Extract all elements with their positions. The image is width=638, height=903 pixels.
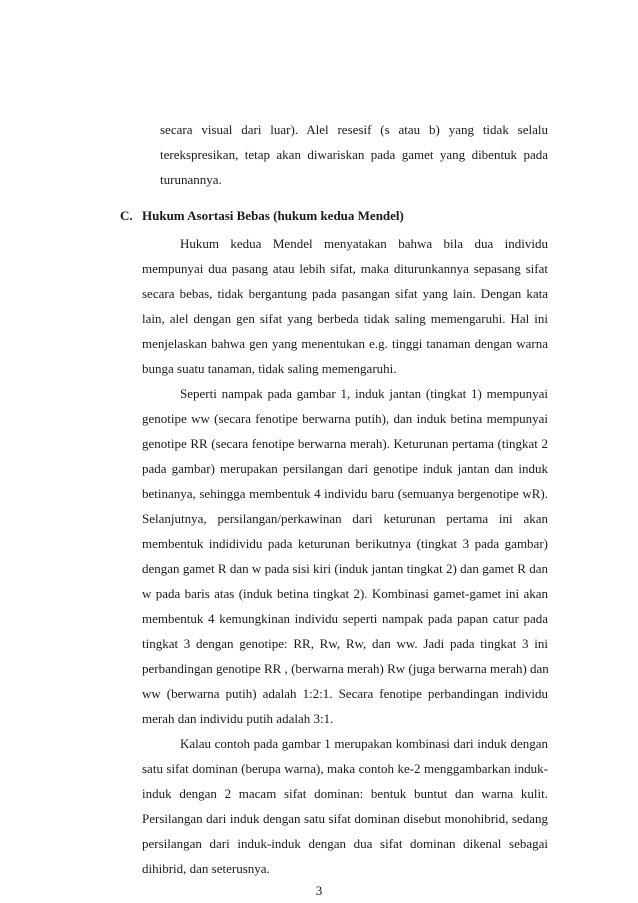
- text-line: mempunyai dua pasang atau lebih sifat, maka diturunkannya sepasang sifat: [142, 261, 548, 276]
- text-line: Hukum kedua Mendel menyatakan bahwa bila dua individu: [180, 236, 548, 251]
- text-line: turunannya.: [160, 172, 222, 187]
- text-line: membentuk 4 kemungkinan individu seperti nampak pada papan catur pada: [142, 611, 548, 626]
- text-line: terekspresikan, tetap akan diwariskan pada gamet yang dibentuk pada: [160, 147, 548, 162]
- text-line: w pada baris atas (induk betina tingkat 2). Kombinasi gamet-gamet ini akan: [142, 586, 548, 601]
- text-line: Selanjutnya, persilangan/perkawinan dari keturunan pertama ini akan: [142, 511, 548, 526]
- text-line: pada gambar) merupakan persilangan dari genotipe induk jantan dan induk: [142, 461, 548, 476]
- section-marker: C.: [120, 208, 133, 223]
- section-title: Hukum Asortasi Bebas (hukum kedua Mendel): [142, 208, 404, 223]
- text-line: genotipe ww (secara fenotipe berwarna putih), dan induk betina mempunyai: [142, 411, 548, 426]
- text-line: ww (berwarna putih) adalah 1:2:1. Secara fenotipe perbandingan individu: [142, 686, 548, 701]
- text-line: induk dengan 2 macam sifat dominan: bentuk buntut dan warna kulit.: [142, 786, 548, 801]
- text-line: lain, alel dengan gen sifat yang berbeda tidak saling memengaruhi. Hal ini: [142, 311, 548, 326]
- page-number: 3: [315, 883, 323, 898]
- text-line: dihibrid, dan seterusnya.: [142, 861, 270, 876]
- text-line: membentuk indidividu pada keturunan berikutnya (tingkat 3 pada gambar): [142, 536, 548, 551]
- text-line: Persilangan dari induk dengan satu sifat dominan disebut monohibrid, sedang: [142, 811, 548, 826]
- text-line: tingkat 3 dengan genotipe: RR, Rw, Rw, dan ww. Jadi pada tingkat 3 ini: [142, 636, 548, 651]
- text-line: menjelaskan bahwa gen yang menentukan e.g. tinggi tanaman dengan warna: [142, 336, 548, 351]
- text-line: bunga suatu tanaman, tidak saling memengaruhi.: [142, 361, 397, 376]
- text-line: secara bebas, tidak bergantung pada pasangan sifat yang lain. Dengan kata: [142, 286, 548, 301]
- text-line: perbandingan genotipe RR , (berwarna merah) Rw (juga berwarna merah) dan: [142, 661, 549, 676]
- text-line: dengan gamet R dan w pada sisi kiri (induk jantan tingkat 2) dan gamet R dan: [142, 561, 548, 576]
- text-line: Seperti nampak pada gambar 1, induk jantan (tingkat 1) mempunyai: [180, 386, 548, 401]
- text-line: betinanya, sehingga membentuk 4 individu baru (semuanya bergenotipe wR).: [142, 486, 548, 501]
- text-line: satu sifat dominan (berupa warna), maka contoh ke-2 menggambarkan induk-: [142, 761, 548, 776]
- text-line: Kalau contoh pada gambar 1 merupakan kombinasi dari induk dengan: [180, 736, 548, 751]
- text-line: genotipe RR (secara fenotipe berwarna merah). Keturunan pertama (tingkat 2: [142, 436, 548, 451]
- text-line: merah dan individu putih adalah 3:1.: [142, 711, 334, 726]
- text-line: persilangan dari induk-induk dengan dua sifat dominan dikenal sebagai: [142, 836, 548, 851]
- text-line: secara visual dari luar). Alel resesif (s atau b) yang tidak selalu: [160, 122, 548, 137]
